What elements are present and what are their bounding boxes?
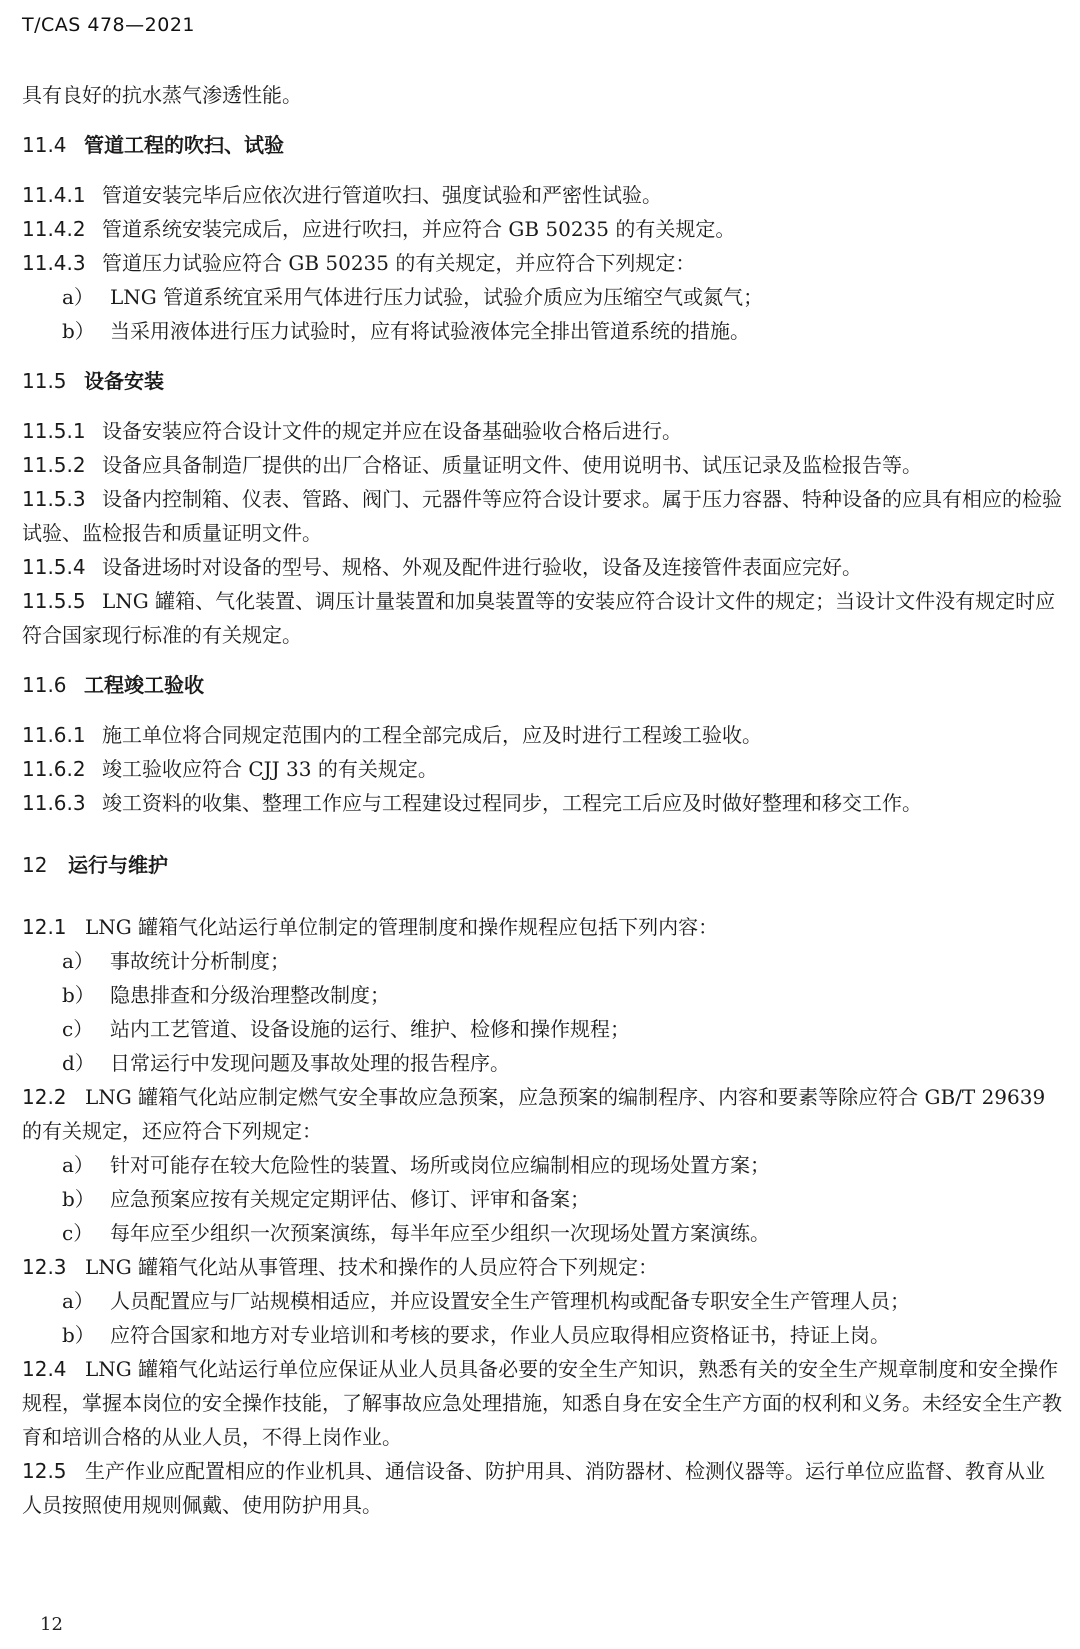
list-item: c） 每年应至少组织一次预案演练，每半年应至少组织一次现场处置方案演练。: [62, 1221, 770, 1245]
list-item: a） 事故统计分析制度；: [62, 949, 290, 973]
clause: 11.6.2 竣工验收应符合 CJJ 33 的有关规定。: [22, 757, 438, 781]
clause: 11.6.3 竣工资料的收集、整理工作应与工程建设过程同步，工程完工后应及时做好整理和移交工作。: [22, 791, 922, 815]
page-number: 12: [40, 1614, 63, 1635]
clause: 11.4.3 管道压力试验应符合 GB 50235 的有关规定，并应符合下列规定：: [22, 251, 696, 275]
body-text: 具有良好的抗水蒸气渗透性能。: [22, 83, 302, 107]
clause: 12.1 LNG 罐箱气化站运行单位制定的管理制度和操作规程应包括下列内容：: [22, 915, 719, 939]
section-heading: 11.5 设备安装: [22, 369, 164, 393]
list-item: d） 日常运行中发现问题及事故处理的报告程序。: [62, 1051, 510, 1075]
clause: 11.5.1 设备安装应符合设计文件的规定并应在设备基础验收合格后进行。: [22, 419, 682, 443]
list-item: b） 应符合国家和地方对专业培训和考核的要求，作业人员应取得相应资格证书，持证上岗。: [62, 1323, 890, 1347]
clause: 11.5.5 LNG 罐箱、气化装置、调压计量装置和加臭装置等的安装应符合设计文件的规定；当设计文件没有规定时应符合国家现行标准的有关规定。: [22, 589, 1056, 647]
list-item: b） 当采用液体进行压力试验时，应有将试验液体完全排出管道系统的措施。: [62, 319, 750, 343]
list-item: b） 隐患排查和分级治理整改制度；: [62, 983, 390, 1007]
clause: 12.3 LNG 罐箱气化站从事管理、技术和操作的人员应符合下列规定：: [22, 1255, 659, 1279]
clause: 12.5 生产作业应配置相应的作业机具、通信设备、防护用具、消防器材、检测仪器等。运行单位应监督、教育从业人员按照使用规则佩戴、使用防护用具。: [22, 1459, 1045, 1517]
clause: 11.5.4 设备进场时对设备的型号、规格、外观及配件进行验收，设备及连接管件表面应完好。: [22, 555, 862, 579]
clause: 11.4.2 管道系统安装完成后，应进行吹扫，并应符合 GB 50235 的有关规定。: [22, 217, 736, 241]
section-heading: 11.6 工程竣工验收: [22, 673, 204, 697]
clause: 12.2 LNG 罐箱气化站应制定燃气安全事故应急预案，应急预案的编制程序、内容和要素等除应符合 GB/T 29639 的有关规定，还应符合下列规定：: [22, 1085, 1046, 1143]
list-item: a） 针对可能存在较大危险性的装置、场所或岗位应编制相应的现场处置方案；: [62, 1153, 770, 1177]
list-item: c） 站内工艺管道、设备设施的运行、维护、检修和操作规程；: [62, 1017, 630, 1041]
list-item: a） 人员配置应与厂站规模相适应，并应设置安全生产管理机构或配备专职安全生产管理人员；: [62, 1289, 910, 1313]
standard-code: T/CAS 478—2021: [22, 14, 195, 36]
chapter-heading: 12 运行与维护: [22, 853, 168, 877]
clause: 11.5.3 设备内控制箱、仪表、管路、阀门、元器件等应符合设计要求。属于压力容器、特种设备的应具有相应的检验试验、监检报告和质量证明文件。: [22, 487, 1062, 545]
document-body: [22, 78, 1062, 1522]
clause: 12.4 LNG 罐箱气化站运行单位应保证从业人员具备必要的安全生产知识，熟悉有关的安全生产规章制度和安全操作规程，掌握本岗位的安全操作技能，了解事故应急处理措施，知悉自身在安全生产方面的权利和义务。未经安全生产教育和培训合格的从业人员，不得上岗作业。: [22, 1357, 1062, 1449]
clause: 11.5.2 设备应具备制造厂提供的出厂合格证、质量证明文件、使用说明书、试压记录及监检报告等。: [22, 453, 922, 477]
list-item: a） LNG 管道系统宜采用气体进行压力试验，试验介质应为压缩空气或氮气；: [62, 285, 764, 309]
list-item: b） 应急预案应按有关规定定期评估、修订、评审和备案；: [62, 1187, 590, 1211]
clause: 11.6.1 施工单位将合同规定范围内的工程全部完成后，应及时进行工程竣工验收。: [22, 723, 762, 747]
section-heading: 11.4 管道工程的吹扫、试验: [22, 133, 284, 157]
clause: 11.4.1 管道安装完毕后应依次进行管道吹扫、强度试验和严密性试验。: [22, 183, 662, 207]
